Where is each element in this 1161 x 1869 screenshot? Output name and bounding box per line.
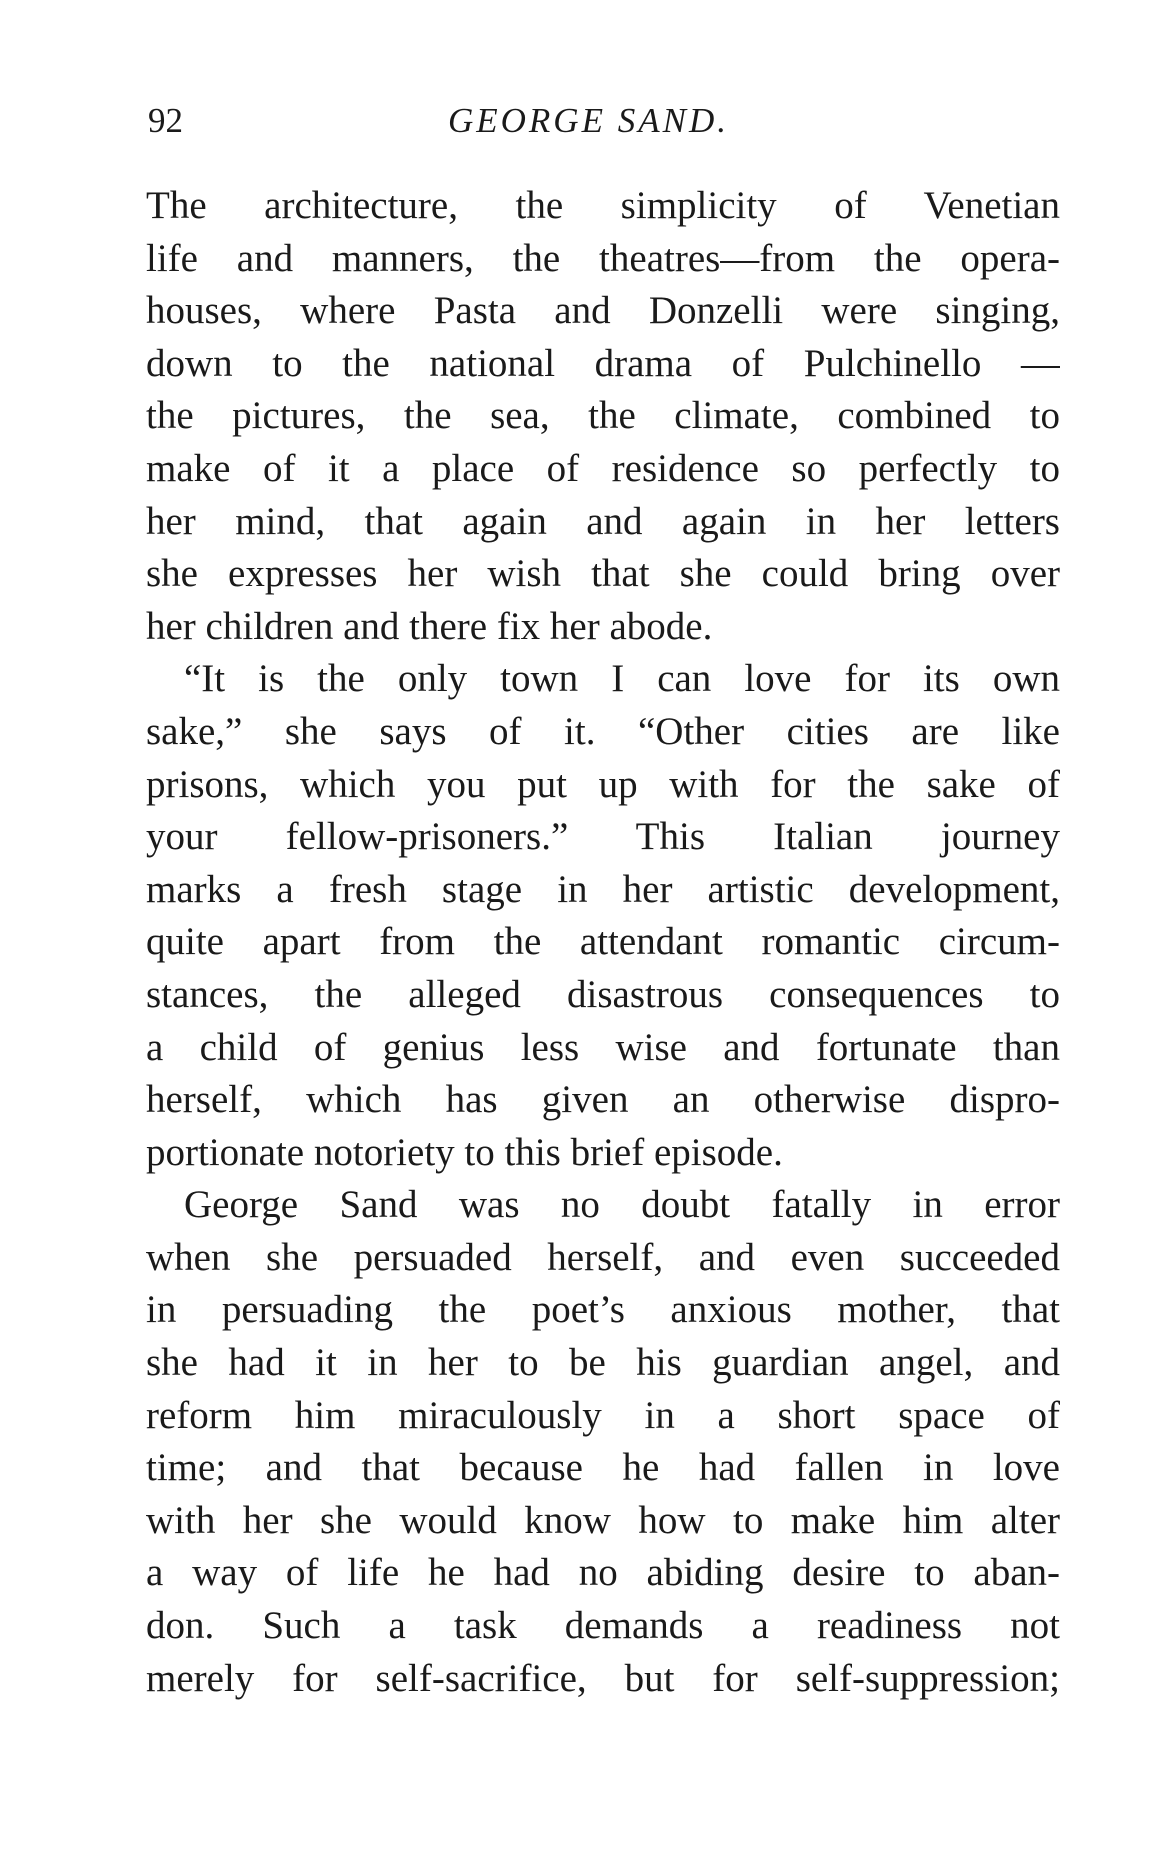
text-line: marks a fresh stage in her artistic development, (146, 867, 1060, 911)
text-line: with her she would know how to make him alter (146, 1498, 1060, 1542)
text-line: her mind, that again and again in her letters (146, 499, 1060, 543)
text-line: merely for self-sacrifice, but for self-suppression; (146, 1656, 1060, 1700)
text-line: when she persuaded herself, and even succeeded (146, 1235, 1060, 1279)
text-line: the pictures, the sea, the climate, combined to (146, 394, 1060, 438)
text-line: in persuading the poet’s anxious mother, that (146, 1288, 1060, 1332)
text-line: a child of genius less wise and fortunate than (146, 1025, 1060, 1069)
text-line: she expresses her wish that she could bring over (146, 552, 1060, 596)
text-line: quite apart from the attendant romantic circum- (146, 920, 1060, 964)
text-line: The architecture, the simplicity of Venetian (146, 184, 1060, 227)
text-line: George Sand was no doubt fatally in error (184, 1183, 1060, 1227)
running-head: GEORGE SAND. (448, 101, 729, 140)
text-line: down to the national drama of Pulchinello — (146, 341, 1060, 385)
text-line: prisons, which you put up with for the sake of (146, 762, 1060, 806)
text-line: her children and there fix her abode. (146, 604, 713, 648)
text-line: houses, where Pasta and Donzelli were singing, (146, 289, 1060, 333)
text-line: sake,” she says of it. “Other cities are like (146, 709, 1060, 753)
body-text (146, 180, 1060, 1705)
page-number: 92 (148, 101, 183, 140)
page-header (148, 96, 1058, 146)
text-line: a way of life he had no abiding desire to aban- (146, 1551, 1060, 1595)
text-line: reform him miraculously in a short space of (146, 1393, 1060, 1437)
text-line: stances, the alleged disastrous consequences to (146, 972, 1060, 1016)
text-line: herself, which has given an otherwise dispro- (146, 1078, 1060, 1122)
text-line: life and manners, the theatres—from the opera- (146, 236, 1060, 280)
text-line: don. Such a task demands a readiness not (146, 1604, 1060, 1648)
text-line: portionate notoriety to this brief episode. (146, 1130, 783, 1174)
text-line: your fellow-prisoners.” This Italian journey (146, 815, 1060, 859)
text-line: “It is the only town I can love for its own (184, 657, 1060, 701)
text-line: she had it in her to be his guardian angel, and (146, 1341, 1060, 1385)
text-line: make of it a place of residence so perfectly to (146, 446, 1060, 490)
text-line: time; and that because he had fallen in love (146, 1446, 1060, 1490)
